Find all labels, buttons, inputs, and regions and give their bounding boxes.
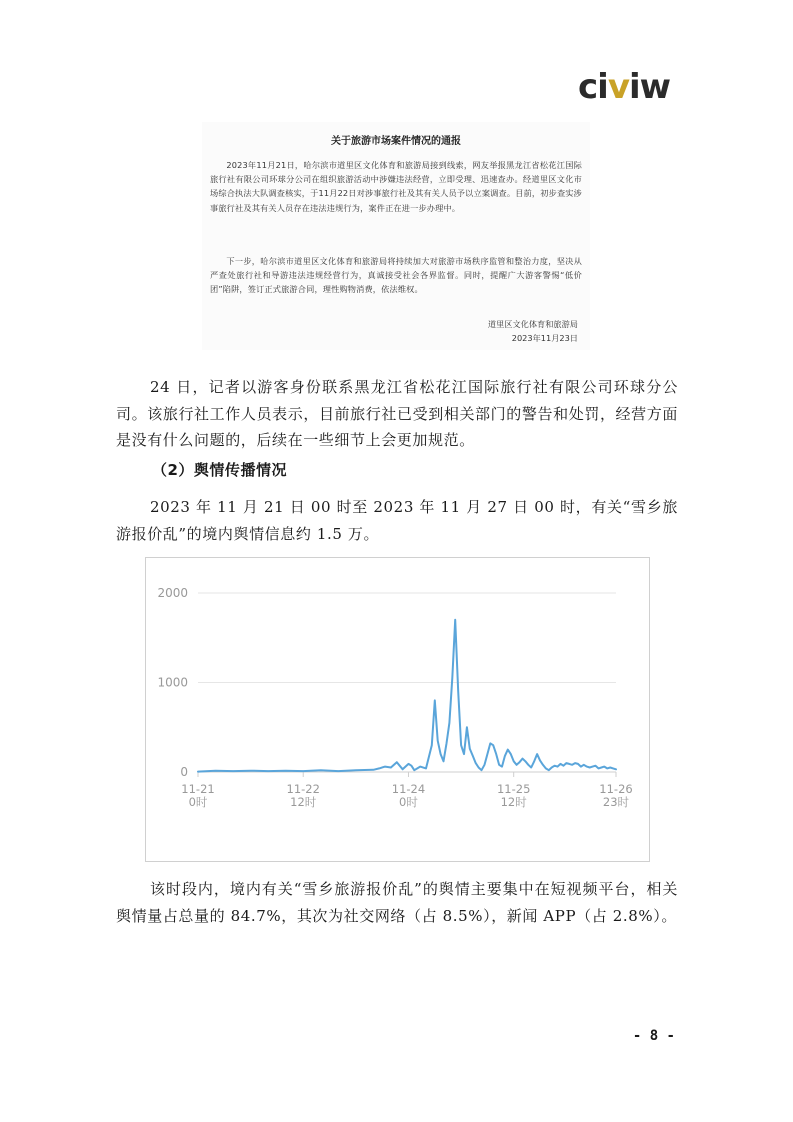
logo-letter: i [597, 68, 608, 104]
logo-letter: c [578, 68, 598, 104]
x-tick-label: 11-26 [599, 782, 633, 796]
x-tick-label: 0时 [188, 795, 208, 809]
x-tick-label: 0时 [399, 795, 418, 809]
y-tick-label: 1000 [157, 675, 188, 690]
paragraph-platform-distribution: 该时段内，境内有关“雪乡旅游报价乱”的舆情主要集中在短视频平台，相关舆情量占总量的 84.7%，其次为社交网络（占 8.5%），新闻 APP（占 2.8%）。 [116, 880, 678, 925]
notice-date: 2023年11月23日 [511, 333, 578, 343]
x-tick-label: 11-22 [286, 782, 320, 796]
logo-letter: v [607, 68, 629, 104]
logo-text [578, 68, 671, 104]
logo-letter: w [639, 68, 671, 104]
notice-title: 关于旅游市场案件情况的通报 [331, 136, 461, 147]
x-tick-label: 11-25 [496, 782, 531, 796]
paragraph-volume-summary: 2023 年 11 月 21 日 00 时至 2023 年 11 月 27 日 00 时，有关“雪乡旅游报价乱”的境内舆情信息约 1.5 万。 [116, 498, 678, 543]
trend-chart-svg [146, 558, 649, 861]
y-tick-label: 2000 [157, 586, 188, 600]
x-tick-label: 23时 [602, 795, 630, 809]
x-tick-label: 12时 [500, 795, 527, 809]
civiw-logo [578, 68, 678, 104]
section-heading: （2）舆情传播情况 [152, 461, 287, 479]
x-tick-label: 11-21 [181, 782, 215, 796]
paragraph-travel-agency-response: 24 日，记者以游客身份联系黑龙江省松花江国际旅行社有限公司环球分公司。该旅行社工作人员表示，目前旅行社已受到相关部门的警告和处罚，经营方面是没有什么问题的，后续在一些细节上会更加规范。 [116, 378, 678, 449]
notice-image [202, 122, 590, 350]
notice-signature: 道里区文化体育和旅游局 [487, 319, 578, 329]
y-tick-label: 0 [180, 765, 188, 779]
series-line [198, 620, 616, 772]
notice-paragraph-2: 下一步，哈尔滨市道里区文化体育和旅游局将持续加大对旅游市场秩序监管和整治力度，坚决从严查处旅行社和导游违法违规经营行为，真诚接受社会各界监督。同时，提醒广大游客警惕“低价团”陷阱，签订正式旅游合同，理性购物消费，依法维权。 [210, 256, 582, 295]
x-tick-label: 11-24 [391, 782, 426, 796]
x-tick-label: 12时 [290, 795, 317, 809]
notice-paragraph-1: 2023年11月21日，哈尔滨市道里区文化体育和旅游局接到线索，网友举报黑龙江省松花江国际旅行社有限公司环球分公司在组织旅游活动中涉嫌违法经营，立即受理、迅速查办。经道里区文化市场综合执法大队调查核实，于11月22日对涉事旅行社及其有关人员予以立案调查。目前，初步查实涉事旅行社及其有关人员存在违法违规行为，案件正在进一步办理中。 [210, 160, 582, 213]
trend-chart [145, 557, 650, 862]
page-number: - 8 - [632, 1028, 675, 1044]
logo-letter: i [628, 68, 640, 104]
